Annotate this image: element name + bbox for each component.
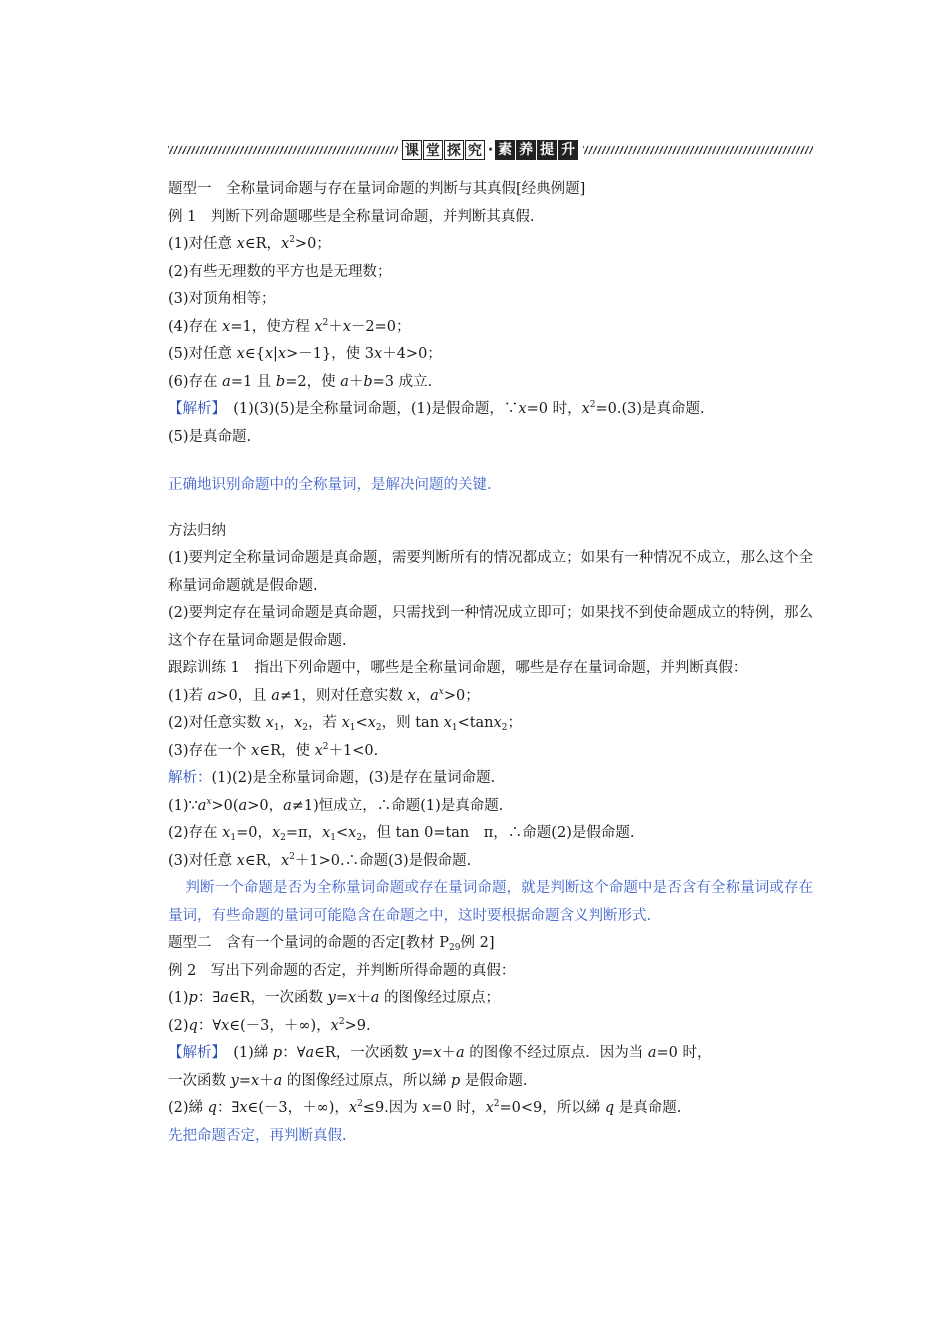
solution-tag: 解析： — [168, 770, 212, 786]
training-1-solution-3: (3)对任意 x∈R，$x^2+1>0.\therefore$命题(3)是假命题. — [168, 851, 472, 869]
example-1-item-3: (3)对顶角相等； — [168, 291, 276, 307]
section-heading-1: 题型一 全称量词命题与存在量词命题的判断与其真假[经典例题] — [168, 181, 586, 197]
example-1-item-6: (6)存在 a=1 且 b=2，使 a＋b=3 成立. — [168, 373, 433, 390]
solution-1-cont: (5)是真命题. — [168, 428, 252, 445]
method-1: (1)要判定全称量词命题是真命题，需要判断所有的情况都成立；如果有一种情况不成立，那么这个全称量词命题就是假命题. — [168, 550, 813, 594]
solution-tag: 【解析】 — [168, 401, 219, 417]
solution-tag: 【解析】 — [168, 1045, 219, 1061]
training-1-solution: 解析：(1)(2)是全称量词命题，(3)是存在量词命题. — [168, 770, 496, 786]
example-2-title: 例 2 写出下列命题的否定，并判断所得命题的真假： — [168, 962, 516, 979]
banner-char: 探 — [444, 140, 464, 160]
banner-char: 堂 — [423, 140, 443, 160]
example-2-item-2: (2)q：∀x∈(－3，＋∞)，$x^2>9$. — [168, 1016, 371, 1034]
banner-char: 课 — [402, 140, 422, 160]
banner-hatch-left — [168, 146, 398, 154]
tip-1: 正确地识别命题中的全称量词，是解决问题的关键. — [168, 477, 492, 493]
training-1-item-1: (1)若 a>0，且 a≠1，则对任意实数 x，$a^x>0$； — [168, 686, 480, 704]
example-1-item-1: (1)对任意 x∈R，$x^2>0$； — [168, 235, 331, 252]
banner-char: 养 — [516, 140, 536, 160]
training-1-title: 跟踪训练 1 指出下列命题中，哪些是全称量词命题，哪些是存在量词命题，并判断真假： — [168, 660, 748, 676]
tip-3: 先把命题否定，再判断真假. — [168, 1127, 347, 1144]
section-heading-2: 题型二 含有一个量词的命题的否定[教材 $P_{29}$例 2] — [168, 935, 495, 953]
banner-hatch-right — [583, 146, 813, 154]
example-1-title: 例 1 判断下列命题哪些是全称量词命题，并判断其真假. — [168, 208, 535, 225]
method-2: (2)要判定存在量词命题是真命题，只需找到一种情况成立即可；如果找不到使命题成立的特例，那么这个存在量词命题是假命题. — [168, 605, 813, 649]
training-1-item-3: (3)存在一个 x∈R，使 $x^2+1<0$. — [168, 741, 379, 759]
tip-2: 判断一个命题是否为全称量词命题或存在量词命题，就是判断这个命题中是否含有全称量词或存在量词，有些命题的量词可能隐含在命题之中，这时要根据命题含义判断形式. — [168, 880, 813, 924]
method-heading: 方法归纳 — [168, 522, 226, 539]
training-1-item-2: (2)对任意实数 $x_1$，$x_2$，若 $x_1<x_2$，则 $\tan x_1<\tan x_2$； — [168, 715, 522, 733]
solution-1: 【解析】 (1)(3)(5)是全称量词命题，(1)是假命题，∵x=0 时，$x^2=0.(3)$是真命题. — [168, 400, 705, 417]
banner-title — [402, 140, 579, 160]
example-1-item-2: (2)有些无理数的平方也是无理数； — [168, 263, 392, 280]
example-2-item-1: (1)p：∃a∈R，一次函数 y=x＋a 的图像经过原点； — [168, 990, 500, 1006]
banner-char: 素 — [495, 140, 515, 160]
training-1-solution-2: (2)存在 $x_1=0$，$x_2=\pi$，$x_1<x_2$，但 tan 0=tan π，∴命题(2)是假命题. — [168, 825, 635, 843]
banner-dot: · — [487, 142, 494, 158]
banner-char: 升 — [558, 140, 578, 160]
example-1-item-4: (4)存在 x=1，使方程 $x^2+x-2=0$； — [168, 317, 411, 335]
banner-char: 究 — [465, 140, 485, 160]
example-1-item-5: (5)对任意 x∈{x|x>－1}，使 3x＋4>0； — [168, 346, 442, 362]
solution-2-cont: 一次函数 y=x＋a 的图像经过原点，所以綈 p 是假命题. — [168, 1072, 528, 1089]
banner-char: 提 — [537, 140, 557, 160]
solution-2: 【解析】 (1)綈 p：∀a∈R，一次函数 y=x＋a 的图像不经过原点．因为当 a=0 时， — [168, 1045, 712, 1061]
solution-2-part-2: (2)綈 q：∃x∈(－3，＋∞)，$x^2\le 9$.因为 x=0 时，$x^2=0<9$，所以綈 q 是真命题. — [168, 1099, 682, 1116]
section-banner — [168, 138, 813, 162]
training-1-solution-1: $(1)\because a^x>0(a>0$，a≠1)恒成立，∴命题(1)是真命题. — [168, 796, 504, 814]
document-page — [168, 138, 813, 1150]
